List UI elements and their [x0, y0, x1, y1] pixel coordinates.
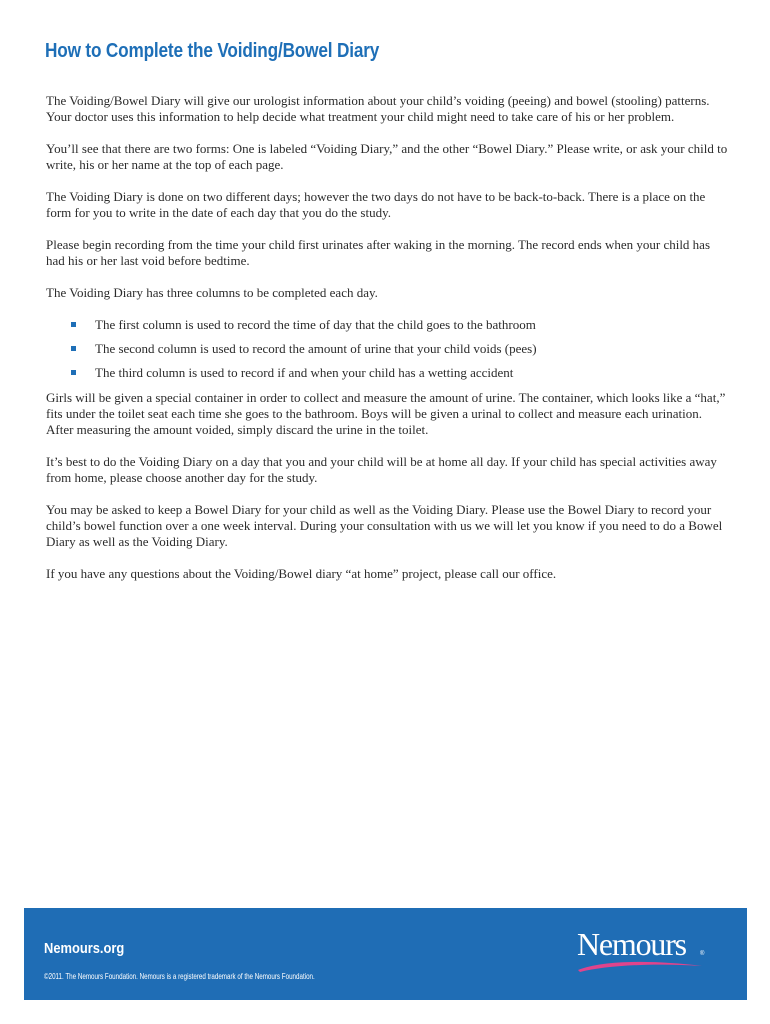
square-bullet-icon	[71, 322, 76, 327]
square-bullet-icon	[71, 370, 76, 375]
columns-bullet-list	[46, 317, 728, 381]
list-item	[46, 341, 728, 357]
swoosh-icon	[574, 956, 704, 974]
page-title: How to Complete the Voiding/Bowel Diary	[45, 40, 380, 62]
list-item	[46, 365, 728, 381]
container-paragraph: Girls will be given a special container in order to collect and measure the amount of urine. The container, which looks like a “hat,” fits under the toilet seat each time she goes to the bathroom. Boys will be given a urinal to collect and measure each urination. After measuring the amount voided, simply discard the urine in the toilet.	[46, 390, 726, 437]
footer-banner	[24, 908, 747, 1000]
logo-wordmark: Nemours	[577, 926, 686, 962]
bowel-diary-paragraph: You may be asked to keep a Bowel Diary for your child as well as the Voiding Diary. Please use the Bowel Diary to record your child’s bowel function over a one week interval. During your consultation with us we will let you know if you need to do a Bowel Diary as well as the Voiding Diary.	[46, 502, 723, 549]
bullet-text: The third column is used to record if and when your child has a wetting accident	[95, 365, 514, 380]
copyright-notice: ©2011. The Nemours Foundation. Nemours is a registered trademark of the Nemours Foundation.	[44, 972, 315, 981]
forms-paragraph: You’ll see that there are two forms: One is labeled “Voiding Diary,” and the other “Bowel Diary.” Please write, or ask your child to write, his or her name at the top of each page.	[46, 141, 728, 172]
two-days-paragraph: The Voiding Diary is done on two different days; however the two days do not have to be back-to-back. There is a place on the form for you to write in the date of each day that you do the study.	[46, 189, 706, 220]
list-item	[46, 317, 728, 333]
document-body	[46, 93, 728, 598]
best-day-paragraph: It’s best to do the Voiding Diary on a day that you and your child will be at home all day. If your child has special activities away from home, please choose another day for the study.	[46, 454, 717, 485]
bullet-text: The second column is used to record the amount of urine that your child voids (pees)	[95, 341, 537, 356]
intro-paragraph: The Voiding/Bowel Diary will give our urologist information about your child’s voiding (peeing) and bowel (stooling) patterns. Your doctor uses this information to help decide what treatment your child might need to take care of his or her problem.	[46, 93, 710, 124]
website-link[interactable]: Nemours.org	[44, 940, 125, 957]
recording-start-paragraph: Please begin recording from the time your child first urinates after waking in the morning. The record ends when your child has had his or her last void before bedtime.	[46, 237, 711, 268]
square-bullet-icon	[71, 346, 76, 351]
columns-intro-paragraph: The Voiding Diary has three columns to be completed each day.	[46, 285, 378, 300]
registered-mark: ®	[700, 951, 705, 957]
questions-paragraph: If you have any questions about the Voiding/Bowel diary “at home” project, please call our office.	[46, 566, 557, 581]
nemours-logo	[574, 926, 714, 978]
bullet-text: The first column is used to record the time of day that the child goes to the bathroom	[95, 317, 536, 332]
